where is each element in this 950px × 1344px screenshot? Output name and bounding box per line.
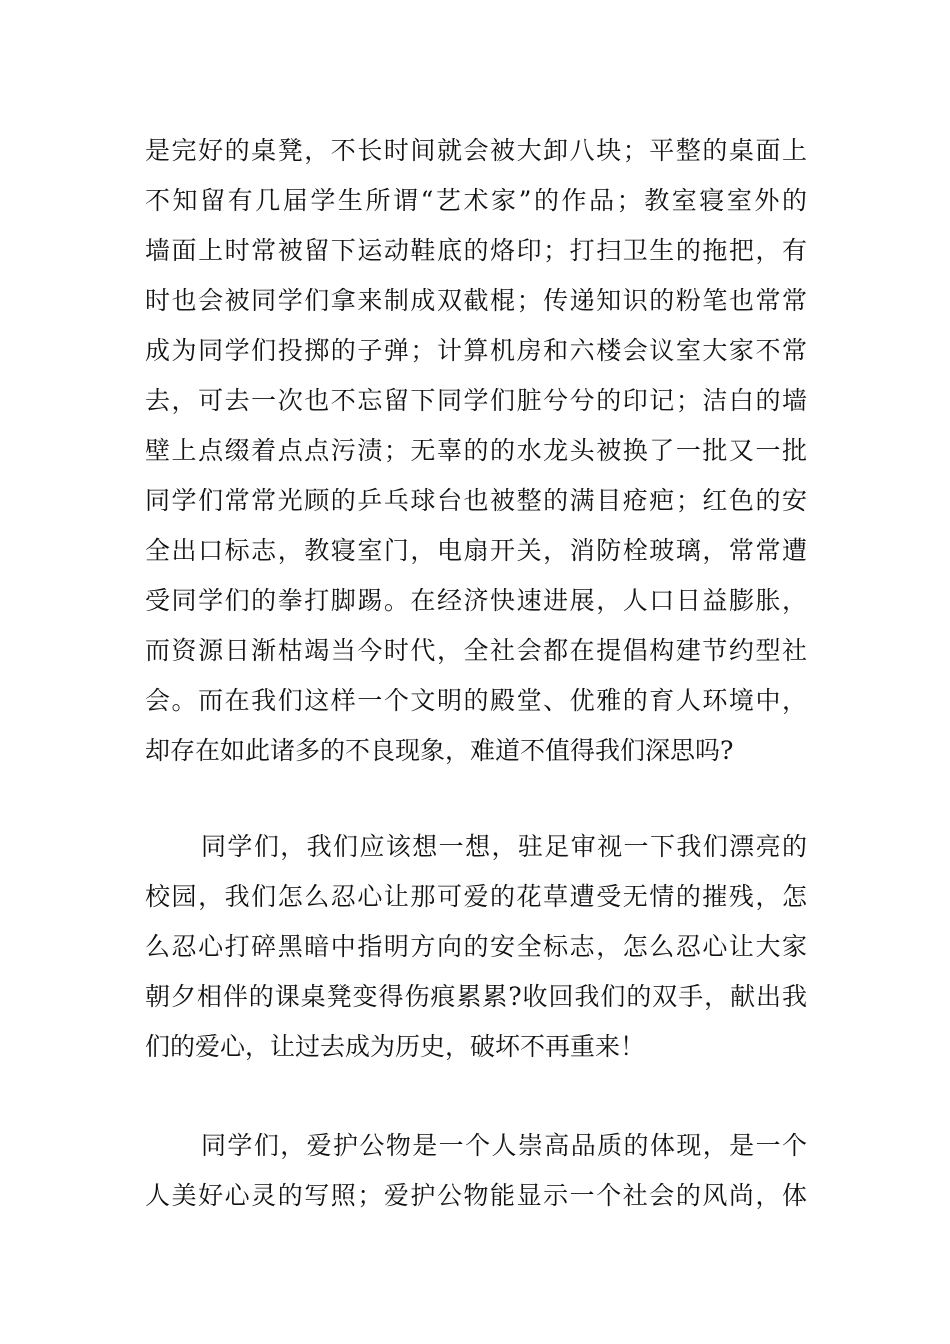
- paragraph-line: 人美好心灵的写照；爱护公物能显示一个社会的风尚，体: [145, 1181, 807, 1210]
- paragraph-line: 们的爱心，让过去成为历史，破坏不再重来！: [145, 1032, 646, 1061]
- paragraph-line: 会。而在我们这样一个文明的殿堂、优雅的育人环境中，: [145, 686, 807, 715]
- paragraph-line: 朝夕相伴的课桌凳变得伤痕累累?收回我们的双手，献出我: [145, 982, 807, 1011]
- paragraph-line: 时也会被同学们拿来制成双截棍；传递知识的粉笔也常常: [145, 286, 807, 315]
- paragraph-line: 同学们，爱护公物是一个人崇高品质的体现，是一个: [201, 1131, 807, 1160]
- paragraph-line: 受同学们的拳打脚踢。在经济快速进展，人口日益膨胀，: [145, 586, 807, 615]
- paragraph-line: 同学们，我们应该想一想，驻足审视一下我们漂亮的: [201, 832, 807, 861]
- paragraph-line: 成为同学们投掷的子弹；计算机房和六楼会议室大家不常: [145, 336, 807, 365]
- paragraph-line: 墙面上时常被留下运动鞋底的烙印；打扫卫生的拖把，有: [145, 236, 807, 265]
- paragraph-line: 壁上点缀着点点污渍；无辜的的水龙头被换了一批又一批: [145, 436, 807, 465]
- paragraph-line: 不知留有几届学生所谓“艺术家”的作品；教室寝室外的: [145, 186, 807, 215]
- paragraph-line: 去，可去一次也不忘留下同学们脏兮兮的印记；洁白的墙: [145, 386, 807, 415]
- paragraph-line: 却存在如此诸多的不良现象，难道不值得我们深思吗?: [145, 736, 734, 765]
- paragraph-3: [145, 1121, 807, 1221]
- paragraph-line: 是完好的桌凳，不长时间就会被大卸八块；平整的桌面上: [145, 136, 807, 165]
- paragraph-line: 同学们常常光顾的乒乓球台也被整的满目疮疤；红色的安: [145, 486, 807, 515]
- paragraph-line: 而资源日渐枯竭当今时代，全社会都在提倡构建节约型社: [145, 636, 807, 665]
- paragraph-line: 校园，我们怎么忍心让那可爱的花草遭受无情的摧残，怎: [145, 882, 807, 911]
- paragraph-line: 全出口标志，教寝室门，电扇开关，消防栓玻璃，常常遭: [145, 536, 807, 565]
- paragraph-line: 么忍心打碎黑暗中指明方向的安全标志，怎么忍心让大家: [145, 932, 807, 961]
- paragraph-1: [145, 126, 807, 776]
- paragraph-2: [145, 822, 807, 1072]
